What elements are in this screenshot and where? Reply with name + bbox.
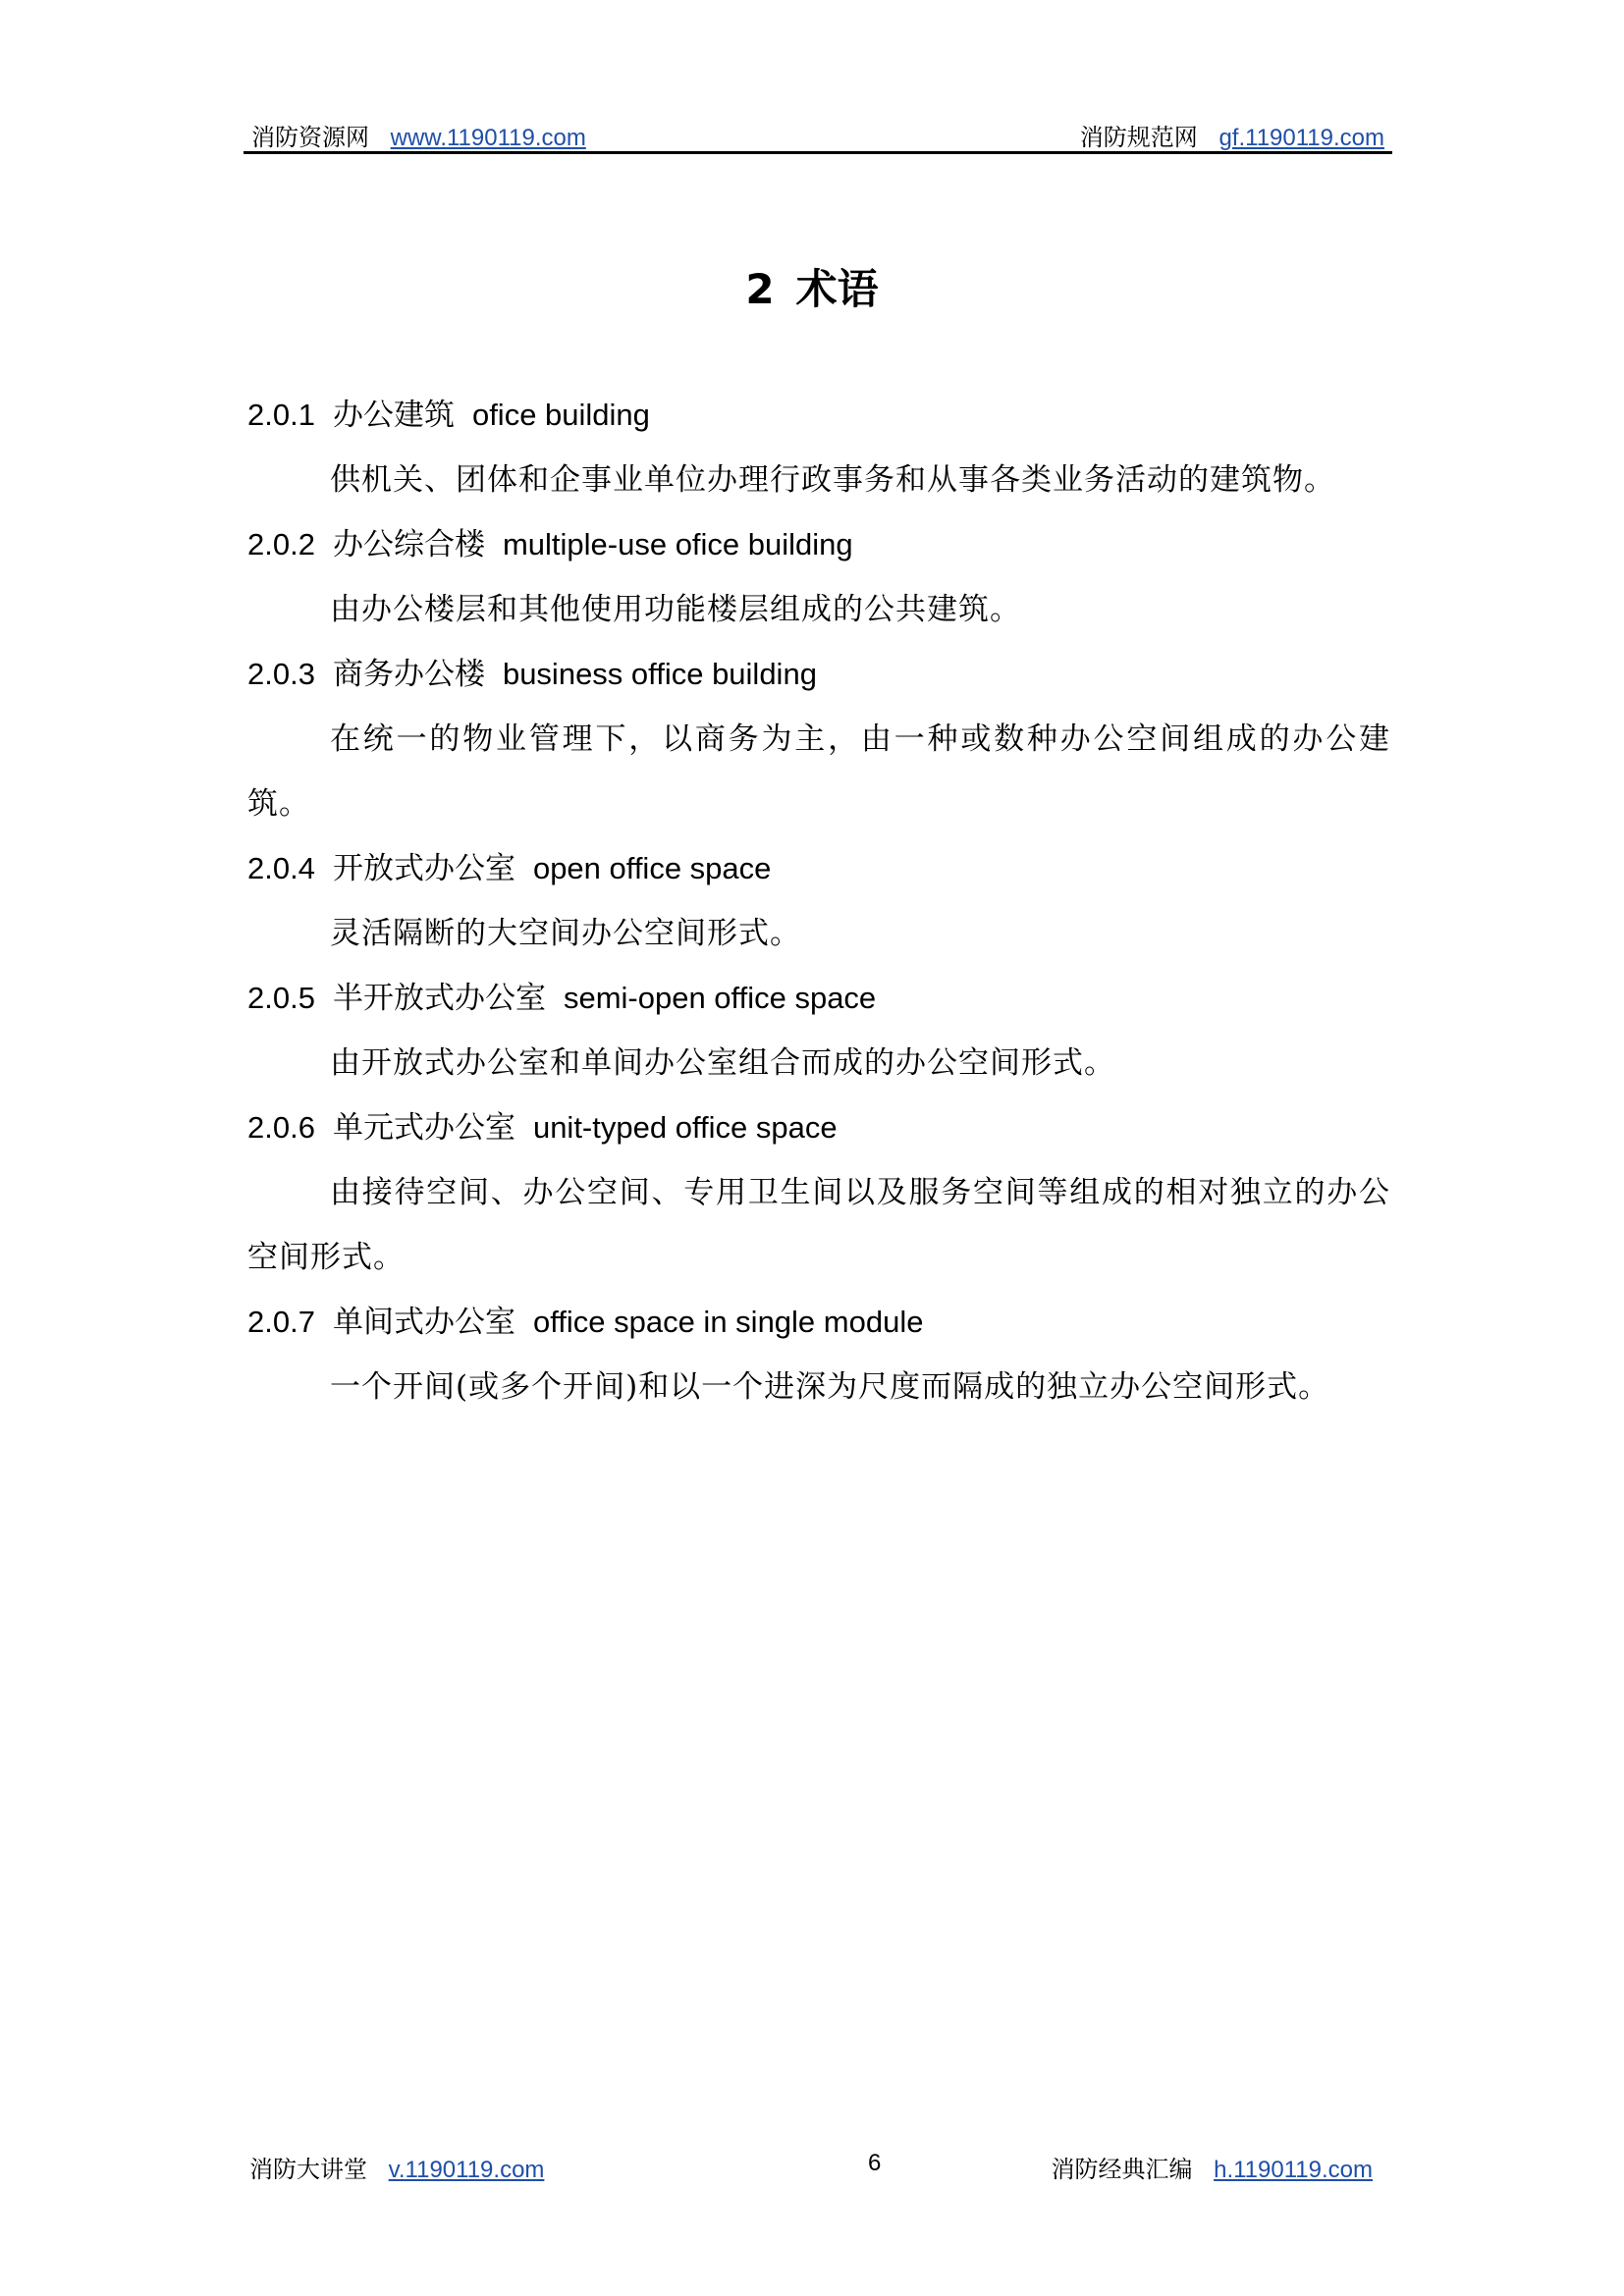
term-definition: 由接待空间、办公空间、专用卫生间以及服务空间等组成的相对独立的办公空间形式。 <box>247 1175 1390 1275</box>
header-left-link[interactable]: www.1190119.com <box>390 125 586 151</box>
term-english: open office space <box>532 851 772 885</box>
header-right-link[interactable]: gf.1190119.com <box>1218 125 1384 151</box>
term-number: 2.0.3 <box>247 657 315 691</box>
term-number: 2.0.1 <box>247 398 315 432</box>
term-definition: 在统一的物业管理下，以商务为主，由一种或数种办公空间组成的办公建筑。 <box>247 721 1390 822</box>
term-chinese: 单元式办公室 <box>332 1110 515 1146</box>
footer-right-site-name: 消防经典汇编 <box>1051 2156 1193 2183</box>
chapter-title <box>0 257 1624 316</box>
chapter-title-text: 术语 <box>795 265 879 313</box>
page-header <box>244 114 1392 154</box>
term-chinese: 办公建筑 <box>332 398 455 433</box>
term-entry <box>247 836 1390 966</box>
page-footer <box>247 2150 1377 2189</box>
term-english: business office building <box>502 657 817 691</box>
term-english: office space in single module <box>532 1305 924 1339</box>
term-heading <box>247 966 1390 1031</box>
header-left-site-name: 消防资源网 <box>251 124 369 151</box>
term-number: 2.0.2 <box>247 527 315 561</box>
page-number: 6 <box>868 2150 882 2176</box>
footer-left-site-name: 消防大讲堂 <box>249 2156 367 2183</box>
term-chinese: 单间式办公室 <box>332 1305 515 1340</box>
term-heading <box>247 642 1390 707</box>
term-number: 2.0.4 <box>247 851 315 885</box>
term-definition: 灵活隔断的大空间办公空间形式。 <box>330 916 801 951</box>
term-definition: 由办公楼层和其他使用功能楼层组成的公共建筑。 <box>330 592 1021 627</box>
term-entry <box>247 1095 1390 1290</box>
term-english: semi-open office space <box>563 981 877 1015</box>
term-number: 2.0.6 <box>247 1110 315 1145</box>
term-entry <box>247 512 1390 642</box>
header-right-site-name: 消防规范网 <box>1079 124 1198 151</box>
terms-content <box>247 383 1390 1419</box>
term-definition: 由开放式办公室和单间办公室组合而成的办公空间形式。 <box>330 1045 1115 1081</box>
term-english: ofice building <box>471 398 650 432</box>
footer-right-link[interactable]: h.1190119.com <box>1214 2157 1373 2183</box>
term-heading <box>247 383 1390 448</box>
header-right <box>1080 118 1384 152</box>
term-chinese: 开放式办公室 <box>332 851 515 886</box>
term-chinese: 办公综合楼 <box>332 527 485 562</box>
term-english: unit-typed office space <box>532 1110 838 1145</box>
footer-left-link[interactable]: v.1190119.com <box>388 2157 545 2183</box>
term-entry <box>247 383 1390 512</box>
term-heading <box>247 512 1390 577</box>
term-definition: 一个开间(或多个开间)和以一个进深为尺度而隔成的独立办公空间形式。 <box>330 1369 1330 1405</box>
term-chinese: 商务办公楼 <box>332 657 485 692</box>
chapter-number: 2 <box>745 265 775 313</box>
term-number: 2.0.5 <box>247 981 315 1015</box>
term-heading <box>247 836 1390 901</box>
term-number: 2.0.7 <box>247 1305 315 1339</box>
header-left <box>251 118 586 152</box>
footer-right <box>1051 2150 1373 2184</box>
term-english: multiple-use ofice building <box>502 527 853 561</box>
term-entry <box>247 642 1390 836</box>
footer-left <box>249 2150 544 2184</box>
term-entry <box>247 966 1390 1095</box>
term-heading <box>247 1095 1390 1160</box>
term-entry <box>247 1290 1390 1419</box>
term-definition: 供机关、团体和企事业单位办理行政事务和从事各类业务活动的建筑物。 <box>330 462 1335 498</box>
term-heading <box>247 1290 1390 1355</box>
term-chinese: 半开放式办公室 <box>332 981 546 1016</box>
